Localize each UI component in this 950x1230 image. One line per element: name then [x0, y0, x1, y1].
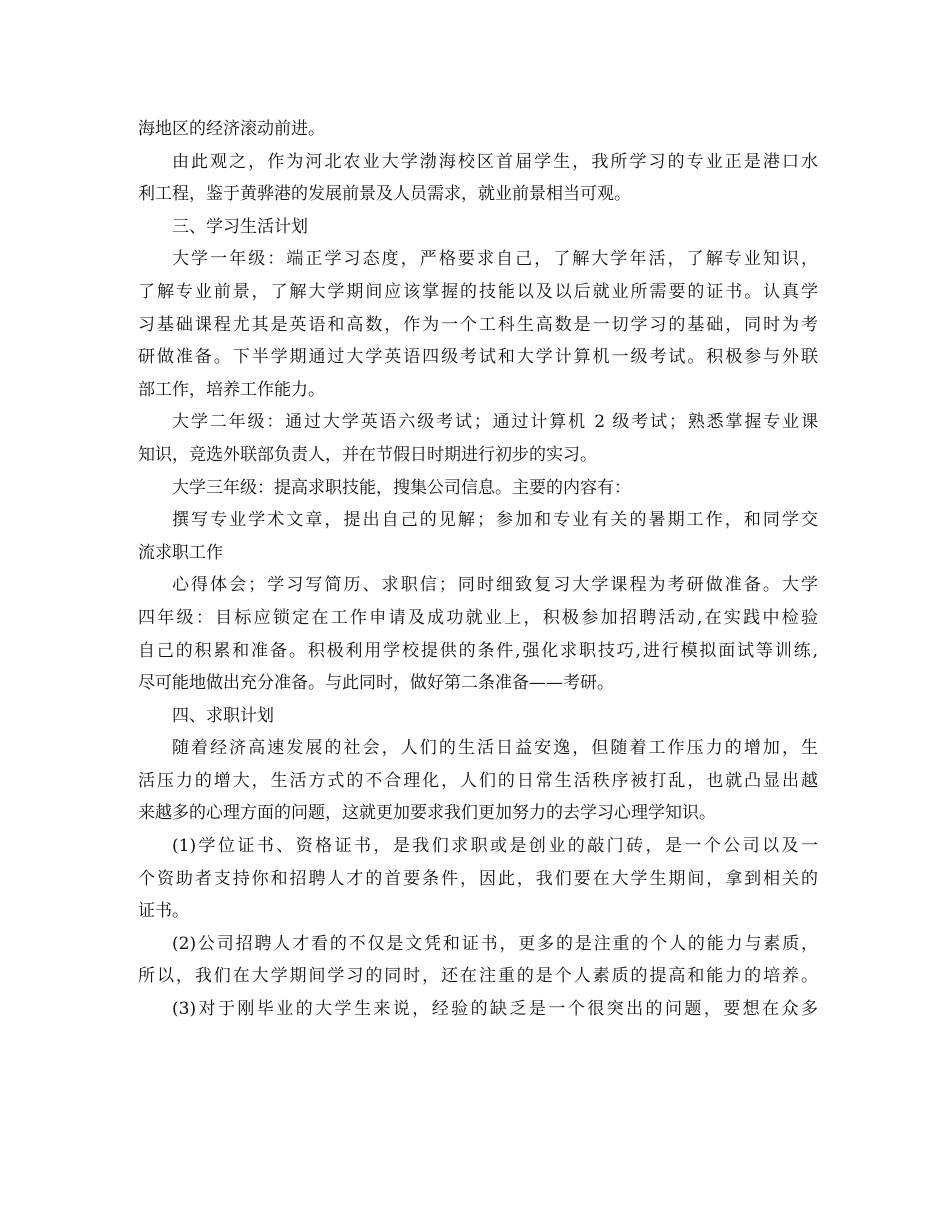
text-line: (3)对于刚毕业的大学生来说，经验的缺乏是一个很突出的问题，要想在众多: [172, 999, 818, 1020]
text-line: 大学一年级：端正学习态度，严格要求自己，了解大学年活，了解专业知识，: [172, 249, 818, 270]
text-line: (1)学位证书、资格证书，是我们求职或是创业的敲门砖，是一个公司以及一: [172, 836, 818, 857]
text-line: 海地区的经济滚动前进。: [138, 119, 325, 139]
document-body: [138, 113, 818, 1026]
text-line: 了解专业前景，了解大学期间应该掌握的技能以及以后就业所需要的证书。认真学: [138, 281, 818, 302]
text-line: 个资助者支持你和招聘人才的首要条件，因此，我们要在大学生期间，拿到相关的: [138, 868, 818, 889]
text-line: 所以，我们在大学期间学习的同时，还在注重的是个人素质的提高和能力的培养。: [138, 966, 818, 987]
text-line: 流求职工作: [138, 542, 223, 563]
text-line: 三、学习生活计划: [172, 216, 308, 237]
text-line: 部工作，培养工作能力。: [138, 379, 325, 400]
text-line: 尽可能地做出充分准备。与此同时，做好第二条准备——考研。: [138, 673, 614, 694]
text-line: 心得体会；学习写简历、求职信；同时细致复习大学课程为考研做准备。大学: [172, 575, 818, 596]
text-line: 撰写专业学术文章，提出自己的见解；参加和专业有关的暑期工作，和同学交: [172, 510, 818, 531]
text-line: 大学三年级：提高求职技能，搜集公司信息。主要的内容有：: [172, 477, 631, 498]
text-line: 活压力的增大，生活方式的不合理化，人们的日常生活秩序被打乱，也就凸显出越: [138, 770, 818, 791]
text-line: 利工程，鉴于黄骅港的发展前景及人员需求，就业前景相当可观。: [138, 184, 631, 205]
text-line: 四年级：目标应锁定在工作申请及成功就业上，积极参加招聘活动,在实践中检验: [138, 607, 818, 628]
text-line: 由此观之，作为河北农业大学渤海校区首届学生，我所学习的专业正是港口水: [172, 151, 818, 172]
text-line: 来越多的心理方面的问题，这就更加要求我们更加努力的去学习心理学知识。: [138, 803, 716, 824]
text-line: (2)公司招聘人才看的不仅是文凭和证书，更多的是注重的个人的能力与素质，: [172, 933, 818, 954]
text-line: 研做准备。下半学期通过大学英语四级考试和大学计算机一级考试。积极参与外联: [138, 347, 818, 368]
text-line: 自己的积累和准备。积极利用学校提供的条件,强化求职技巧,进行模拟面试等训练,: [138, 640, 818, 661]
text-line: 证书。: [138, 901, 189, 922]
text-line: 随着经济高速发展的社会，人们的生活日益安逸，但随着工作压力的增加，生: [172, 738, 818, 759]
text-line: 知识，竞选外联部负责人，并在节假日时期进行初步的实习。: [138, 444, 597, 465]
text-line: 大学二年级：通过大学英语六级考试；通过计算机 2 级考试；熟悉掌握专业课: [172, 412, 818, 433]
text-line: 习基础课程尤其是英语和高数，作为一个工科生高数是一切学习的基础，同时为考: [138, 314, 818, 335]
text-line: 四、求职计划: [172, 705, 274, 726]
